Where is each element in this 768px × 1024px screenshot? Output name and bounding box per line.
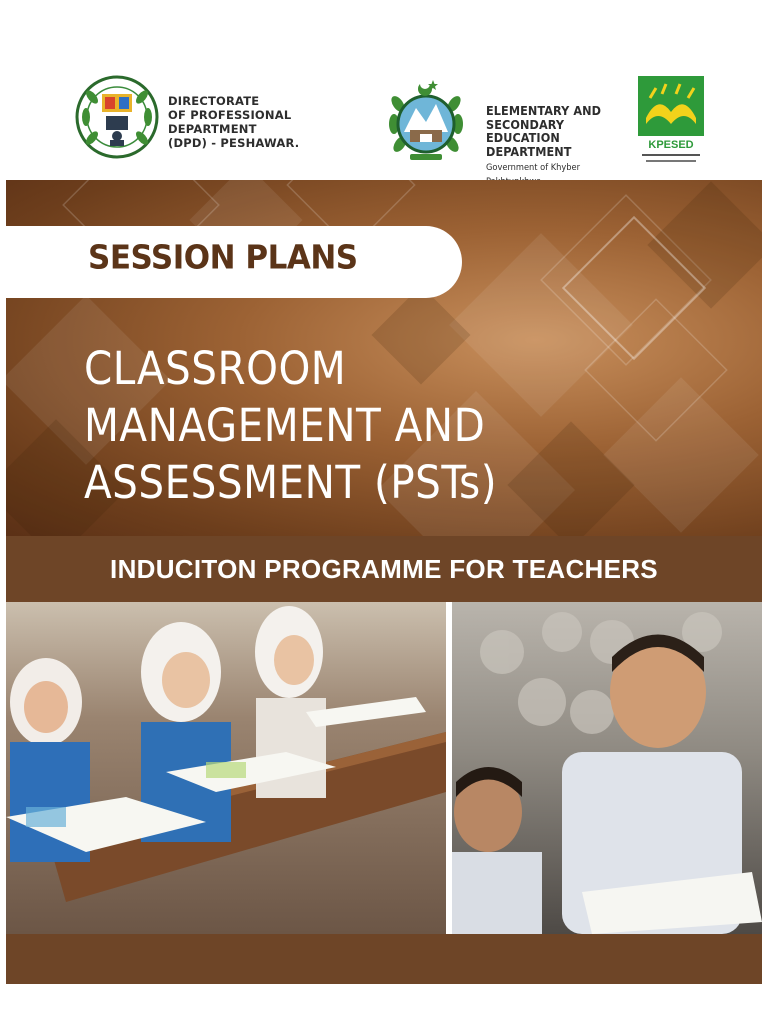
kp-government-seal <box>380 74 472 166</box>
dpd-line-1: DIRECTORATE <box>168 94 260 108</box>
programme-banner-text: INDUCITON PROGRAMME FOR TEACHERS <box>110 554 658 584</box>
classroom-boys-photo <box>452 602 762 934</box>
session-plans-label: SESSION PLANS <box>88 239 358 277</box>
kpesed-label: KPESED <box>648 139 694 151</box>
programme-banner <box>6 536 762 602</box>
dpd-line-3: (DPD) - PESHAWAR. <box>168 136 300 150</box>
footer-bar <box>6 934 762 984</box>
title-line-1: CLASSROOM <box>84 342 347 395</box>
dpd-text <box>168 94 378 150</box>
dpd-line-2: OF PROFESSIONAL DEPARTMENT <box>168 108 292 136</box>
title-line-2: MANAGEMENT AND <box>84 399 486 452</box>
document-title <box>84 340 684 511</box>
ese-line-3: DEPARTMENT <box>486 143 572 159</box>
kpesed-logo <box>636 74 706 170</box>
cover-section <box>6 180 762 536</box>
classroom-girls-photo <box>6 602 446 934</box>
ese-text <box>486 104 636 188</box>
header-logos <box>6 60 762 172</box>
title-line-3: ASSESSMENT (PSTs) <box>84 456 498 509</box>
session-plans-pill <box>6 226 462 298</box>
photo-strip <box>6 602 762 934</box>
ese-line-2: SECONDARY EDUCATION <box>486 116 565 145</box>
ese-subtext: Government of Khyber <box>486 162 581 173</box>
dpd-logo <box>72 72 162 162</box>
ese-line-1: ELEMENTARY AND <box>486 103 602 118</box>
